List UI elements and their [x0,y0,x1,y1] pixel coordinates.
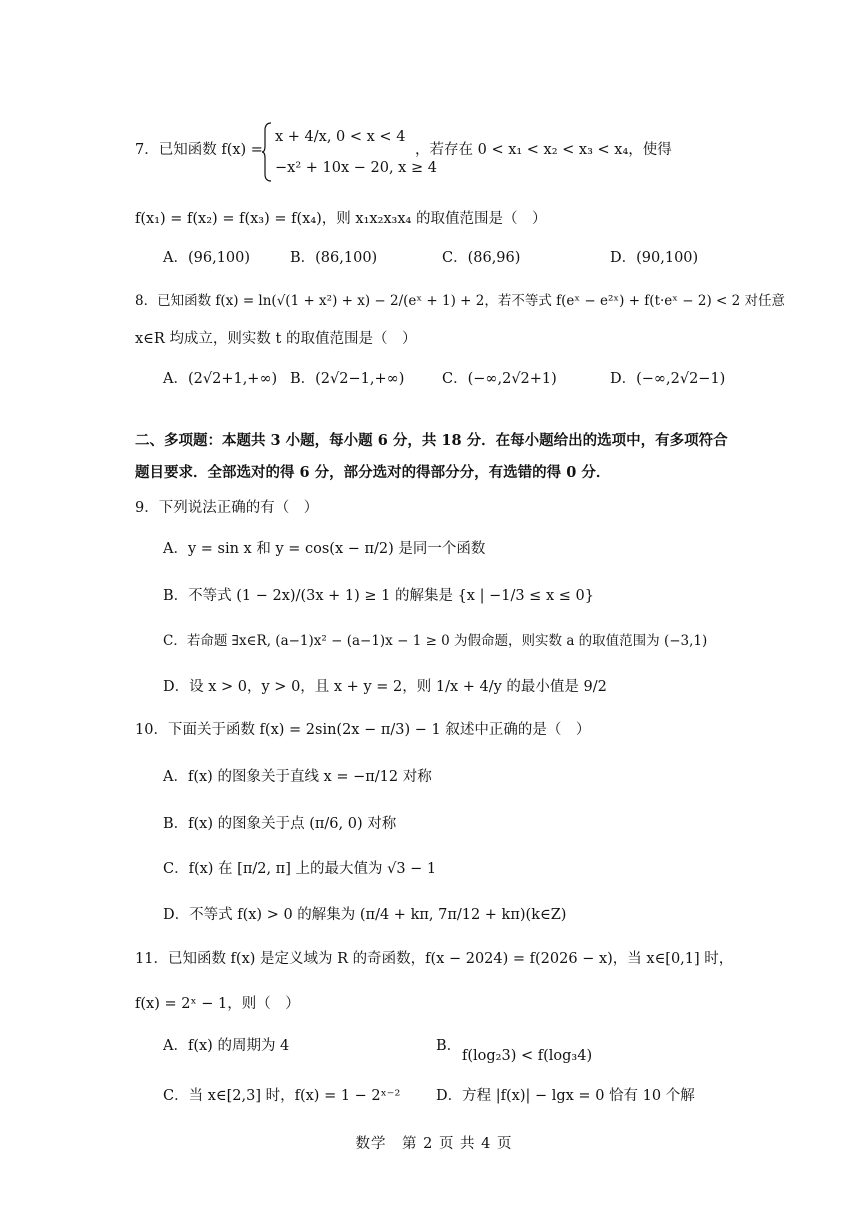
q11-option-d: D．方程 |f(x)| − lgx = 0 恰有 10 个解 [436,1088,695,1104]
q7-piece2: −x² + 10x − 20, x ≥ 4 [275,160,437,176]
q10-option-c: C．f(x) 在 [π/2, π] 上的最大值为 √3 − 1 [163,861,437,877]
q9-stem: 9．下列说法正确的有（ ） [135,500,319,516]
q8-line1: 8．已知函数 f(x) = ln(√(1 + x²) + x) − 2/(eˣ + 1) + 2，若不等式 f(eˣ − e²ˣ) + f(t·eˣ − 2) < 2 对任意 [135,293,786,309]
q9-option-d: D．设 x > 0，y > 0，且 x + y = 2，则 1/x + 4/y 的最小值是 9/2 [163,679,607,695]
q8-line2: x∈R 均成立，则实数 t 的取值范围是（ ） [135,331,417,347]
q7-piece1: x + 4/x, 0 < x < 4 [275,129,406,145]
q8-option-c: C．(−∞,2√2+1) [442,371,557,387]
q9-option-b: B．不等式 (1 − 2x)/(3x + 1) ≥ 1 的解集是 {x | −1/3 ≤ x ≤ 0} [163,588,594,604]
q7-option-a: A．(96,100) [163,250,251,266]
q10-option-a: A．f(x) 的图象关于直线 x = −π/12 对称 [163,769,432,785]
q8-option-d: D．(−∞,2√2−1) [610,371,726,387]
q9-option-a: A．y = sin x 和 y = cos(x − π/2) 是同一个函数 [163,541,486,557]
q7-prefix: 7．已知函数 f(x) = [135,142,263,158]
brace-icon [262,122,272,182]
section2-heading-line2: 题目要求．全部选对的得 6 分，部分选对的得部分分，有选错的得 0 分． [135,464,611,481]
q8-option-b: B．(2√2−1,+∞) [290,371,405,387]
q8-option-a: A．(2√2+1,+∞) [163,371,278,387]
q10-option-d: D．不等式 f(x) > 0 的解集为 (π/4 + kπ, 7π/12 + kπ)(k∈Z) [163,907,567,923]
page-footer: 数学 第 2 页 共 4 页 [355,1136,513,1152]
section2-heading-line1: 二、多项题：本题共 3 小题，每小题 6 分，共 18 分．在每小题给出的选项中，有多项符合 [135,432,728,449]
q7-line2: f(x₁) = f(x₂) = f(x₃) = f(x₄)，则 x₁x₂x₃x₄ 的取值范围是（ ） [135,211,547,227]
q9-option-c: C．若命题 ∃x∈R, (a−1)x² − (a−1)x − 1 ≥ 0 为假命题，则实数 a 的取值范围为 (−3,1) [163,633,708,649]
q11-option-b-label: B． [436,1038,462,1054]
q10-option-b: B．f(x) 的图象关于点 (π/6, 0) 对称 [163,816,397,832]
q10-stem: 10．下面关于函数 f(x) = 2sin(2x − π/3) − 1 叙述中正确的是（ ） [135,722,591,738]
q11-option-b: f(log₂3) < f(log₃4) [462,1048,593,1064]
q7-brace [262,122,272,182]
q11-line2: f(x) = 2ˣ − 1，则（ ） [135,996,300,1012]
q11-option-a: A．f(x) 的周期为 4 [163,1038,290,1054]
q11-line1: 11．已知函数 f(x) 是定义域为 R 的奇函数，f(x − 2024) = f(2026 − x)，当 x∈[0,1] 时， [135,951,734,967]
q7-option-d: D．(90,100) [610,250,699,266]
q7-option-c: C．(86,96) [442,250,521,266]
q7-option-b: B．(86,100) [290,250,378,266]
q11-option-c: C．当 x∈[2,3] 时，f(x) = 1 − 2ˣ⁻² [163,1088,401,1104]
q7-suffix: ，若存在 0 < x₁ < x₂ < x₃ < x₄，使得 [415,142,672,158]
